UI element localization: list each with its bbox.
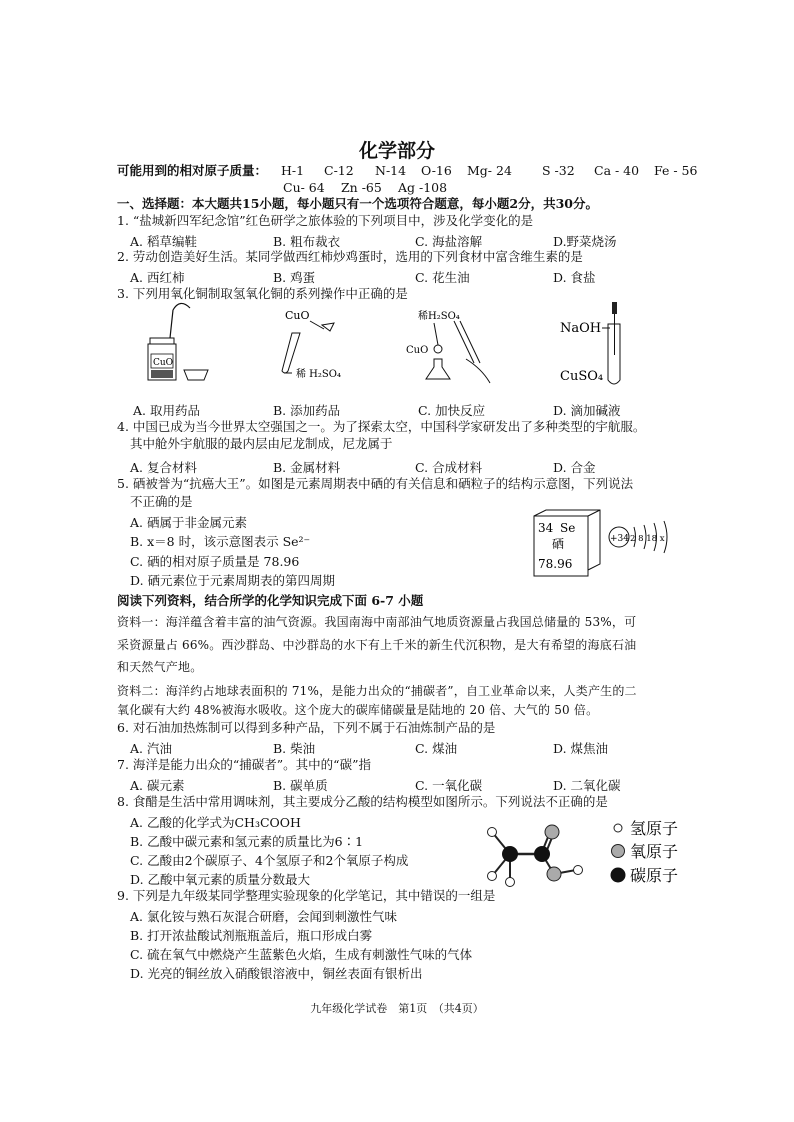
atomic-mass-fe: Fe - 56	[654, 163, 698, 178]
element-symbol: Se	[560, 521, 576, 535]
page-title: 化学部分	[358, 140, 435, 162]
option-b: B. 金属材料	[273, 460, 341, 475]
atomic-mass-n: N-14	[375, 163, 407, 178]
option-c: C. 加快反应	[418, 403, 486, 418]
question-stem: 5. 硒被誉为“抗癌大王”。如图是元素周期表中硒的有关信息和硒粒子的结构示意图，下列说法	[117, 476, 634, 491]
material-1-line: 采资源量占 66%。西沙群岛、中沙群岛的水下有上千米的新生代沉积物，是大有希望的海底石油	[117, 638, 637, 652]
option-d: D. 二氧化碳	[553, 778, 621, 793]
reading-header: 阅读下列资料，结合所学的化学知识完成下面 6-7 小题	[117, 593, 424, 608]
d-label-cuso4: CuSO₄	[560, 369, 604, 384]
question-stem-cont: 不正确的是	[130, 494, 193, 509]
atomic-mass-mg: Mg- 24	[467, 163, 512, 178]
electron-shells: 2 8 18 x	[630, 534, 665, 544]
option-c: C. 合成材料	[415, 460, 483, 475]
carbon-atom	[534, 846, 550, 862]
question-stem: 2. 劳动创造美好生活。某同学做西红柿炒鸡蛋时，选用的下列食材中富含维生素的是	[117, 249, 583, 264]
d-label-naoh: NaOH	[560, 321, 602, 336]
option-c: C. 硫在氧气中燃烧产生蓝紫色火焰，生成有刺激性气味的气体	[130, 947, 473, 962]
option-d: D. 合金	[553, 460, 596, 475]
option-d: D. 滴加碱液	[553, 403, 621, 418]
option-c: C. 乙酸由2个碳原子、4个氢原子和2个氧原子构成	[130, 853, 409, 868]
b-label-acid: 稀 H₂SO₄	[296, 369, 341, 380]
atomic-mass-label: 可能用到的相对原子质量：	[117, 163, 268, 178]
legend-oxygen: 氧原子	[630, 842, 679, 861]
option-b: B. 乙酸中碳元素和氢元素的质量比为6∶1	[130, 834, 364, 849]
atomic-mass-o: O-16	[421, 163, 452, 178]
option-c: C. 海盐溶解	[415, 234, 483, 249]
option-d: D. 食盐	[553, 270, 596, 285]
option-d: D. 硒元素位于元素周期表的第四周期	[130, 573, 336, 588]
option-a: A. 复合材料	[130, 460, 197, 475]
option-d: D. 光亮的铜丝放入硝酸银溶液中，铜丝表面有银析出	[130, 966, 423, 981]
question-stem: 7. 海洋是能力出众的“捕碳者”。其中的“碳”指	[117, 757, 371, 772]
figure-c-flask	[404, 303, 494, 388]
c-label-acid: 稀H₂SO₄	[418, 311, 460, 322]
option-a: A. 硒属于非金属元素	[130, 515, 247, 530]
atomic-mass-ag: Ag -108	[398, 180, 448, 195]
hydrogen-atom	[574, 866, 583, 875]
option-c: C. 花生油	[415, 270, 470, 285]
carbon-legend-icon	[611, 868, 626, 883]
element-number: 34	[538, 521, 554, 535]
question-stem: 4. 中国已成为当今世界太空强国之一。为了探索太空，中国科学家研发出了多种类型的宇航服。	[117, 419, 646, 434]
option-a: A. 乙酸的化学式为CH₃COOH	[130, 815, 301, 830]
hydrogen-legend-icon	[614, 824, 622, 832]
material-2-line: 氧化碳有大约 48%被海水吸收。这个庞大的碳库储碳量是陆地的 20 倍、大气的 50 倍。	[117, 703, 599, 717]
carbon-atom	[502, 846, 518, 862]
option-b: B. 碳单质	[273, 778, 328, 793]
material-1-line: 资料一：海洋蕴含着丰富的油气资源。我国南海中南部油气地质资源量占我国总储量的 53%，可	[117, 615, 637, 629]
option-b: B. 鸡蛋	[273, 270, 316, 285]
oxygen-atom	[547, 867, 561, 881]
page-footer: 九年级化学试卷 第1页 （共4页）	[310, 1002, 484, 1015]
question-stem: 9. 下列是九年级某同学整理实验现象的化学笔记，其中错误的一组是	[117, 888, 496, 903]
hydrogen-atom	[506, 878, 515, 887]
option-a: A. 取用药品	[133, 403, 200, 418]
atom-structure-diagram	[606, 515, 686, 555]
question-stem: 3. 下列用氧化铜制取氢氧化铜的系列操作中正确的是	[117, 286, 408, 301]
section-header: 一、选择题：本大题共15小题，每小题只有一个选项符合题意，每小题2分，共30分。	[117, 196, 598, 211]
question-stem-cont: 其中舱外宇航服的最内层由尼龙制成，尼龙属于	[130, 436, 393, 451]
jar-label: CuO	[153, 358, 174, 368]
figure-d-dropper	[558, 300, 648, 390]
atomic-mass-s: S -32	[542, 163, 575, 178]
option-d: D. 煤焦油	[553, 741, 609, 756]
hydrogen-atom	[488, 872, 497, 881]
option-b: B. 粗布裁衣	[273, 234, 341, 249]
legend-hydrogen: 氢原子	[630, 819, 679, 838]
option-a: A. 稻草编鞋	[130, 234, 197, 249]
option-d: D.野菜烧汤	[553, 234, 617, 249]
option-c: C. 硒的相对原子质量是 78.96	[130, 554, 300, 569]
figure-a-jar	[140, 300, 215, 385]
option-b: B. 打开浓盐酸试剂瓶瓶盖后，瓶口形成白雾	[130, 928, 373, 943]
option-a: A. 西红柿	[130, 270, 185, 285]
element-name: 硒	[552, 537, 565, 551]
c-label-cuo: CuO	[406, 345, 429, 356]
option-d: D. 乙酸中氧元素的质量分数最大	[130, 872, 311, 887]
atomic-mass-cu: Cu- 64	[283, 180, 325, 195]
oxygen-legend-icon	[612, 845, 625, 858]
question-stem: 8. 食醋是生活中常用调味剂，其主要成分乙酸的结构模型如图所示。下列说法不正确的是	[117, 794, 608, 809]
option-c: C. 一氧化碳	[415, 778, 483, 793]
nucleus-charge: +34	[610, 534, 629, 544]
hydrogen-atom	[488, 828, 497, 837]
oxygen-atom	[545, 825, 559, 839]
molecule-legend	[610, 818, 690, 888]
figure-b-test-tube	[278, 303, 358, 385]
option-a: A. 氯化铵与熟石灰混合研磨，会闻到刺激性气味	[130, 909, 397, 924]
option-a: A. 汽油	[130, 741, 172, 756]
acetic-acid-model	[482, 818, 592, 894]
option-b: B. 添加药品	[273, 403, 341, 418]
option-c: C. 煤油	[415, 741, 458, 756]
question-stem: 6. 对石油加热炼制可以得到多种产品，下列不属于石油炼制产品的是	[117, 720, 496, 735]
material-2-line: 资料二：海洋约占地球表面积的 71%，是能力出众的“捕碳者”，自工业革命以来，人类产生的二	[117, 684, 637, 698]
atomic-mass-zn: Zn -65	[341, 180, 382, 195]
option-b: B. x＝8 时，该示意图表示 Se²⁻	[130, 534, 311, 549]
b-label-cuo: CuO	[285, 309, 310, 322]
question-stem: 1. “盐城新四军纪念馆”红色研学之旅体验的下列项目中，涉及化学变化的是	[117, 213, 534, 228]
option-b: B. 柴油	[273, 741, 316, 756]
atomic-mass-ca: Ca - 40	[594, 163, 640, 178]
element-cell-selenium	[526, 508, 602, 578]
atomic-mass-h: H-1	[281, 163, 305, 178]
atomic-mass-c: C-12	[324, 163, 354, 178]
option-a: A. 碳元素	[130, 778, 185, 793]
element-mass: 78.96	[538, 557, 573, 571]
material-1-line: 和天然气产地。	[117, 660, 203, 674]
legend-carbon: 碳原子	[630, 866, 679, 885]
